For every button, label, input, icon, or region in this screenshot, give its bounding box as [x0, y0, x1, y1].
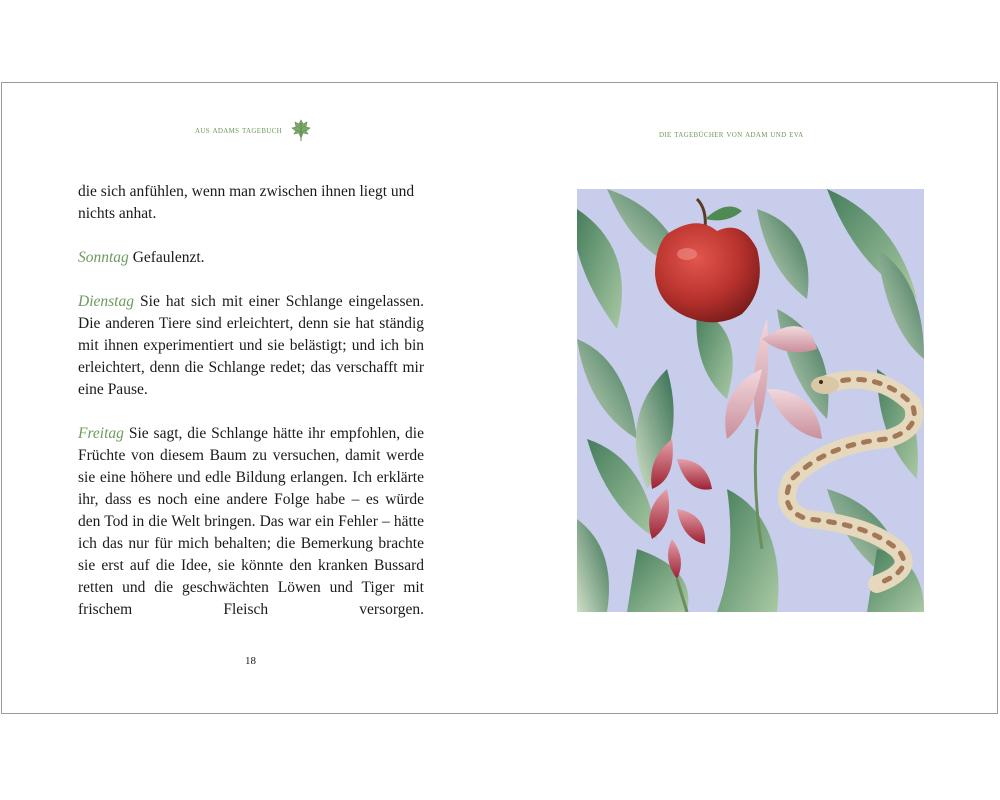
entry-paragraph: [78, 291, 424, 401]
right-header-title: die tagebücher von adam und eva: [659, 130, 804, 140]
entry-day: Freitag: [78, 425, 124, 442]
book-spread: [1, 82, 998, 714]
botanical-illustration: [577, 189, 924, 612]
left-header-title: aus adams tagebuch: [195, 126, 282, 136]
entry-text: Sie sagt, die Schlange hätte ihr empfohlen, die Früchte von diesem Baum zu versuchen, damit werde sie eine höhere und edle Bildung erlangen. Ich erklärte ihr, dass es noch eine andere Folge habe – es würde den Tod in die Welt bringen. Das war ein Fehler – hätte ich das nur für mich behalten; die Bemerkung brachte sie erst auf die Idee, sie könnte den kranken Bussard retten und die geschwächten Löwen und Tiger mit frischem Fleisch versorgen.: [78, 425, 424, 618]
entry-paragraph: [78, 423, 424, 621]
continuation-paragraph: die sich anfühlen, wenn man zwischen ihnen liegt und nichts anhat.: [78, 183, 415, 222]
entry-day: Dienstag: [78, 293, 134, 310]
left-running-header: [195, 121, 312, 141]
page-number: 18: [245, 655, 256, 667]
entry-day: Sonntag: [78, 249, 129, 266]
right-running-header: [659, 124, 804, 142]
entry-paragraph: [78, 247, 424, 269]
leaf-icon: [290, 118, 312, 142]
left-page-body: [78, 181, 424, 621]
entry-text: Gefaulenzt.: [132, 249, 205, 266]
entry-text: Sie hat sich mit einer Schlange eingelassen. Die anderen Tiere sind erleichtert, denn sie hat ständig mit ihnen experimentiert und sie belästigt; und ich bin erleichtert, denn die Schlange redet; das verschafft mir eine Pause.: [78, 293, 424, 398]
